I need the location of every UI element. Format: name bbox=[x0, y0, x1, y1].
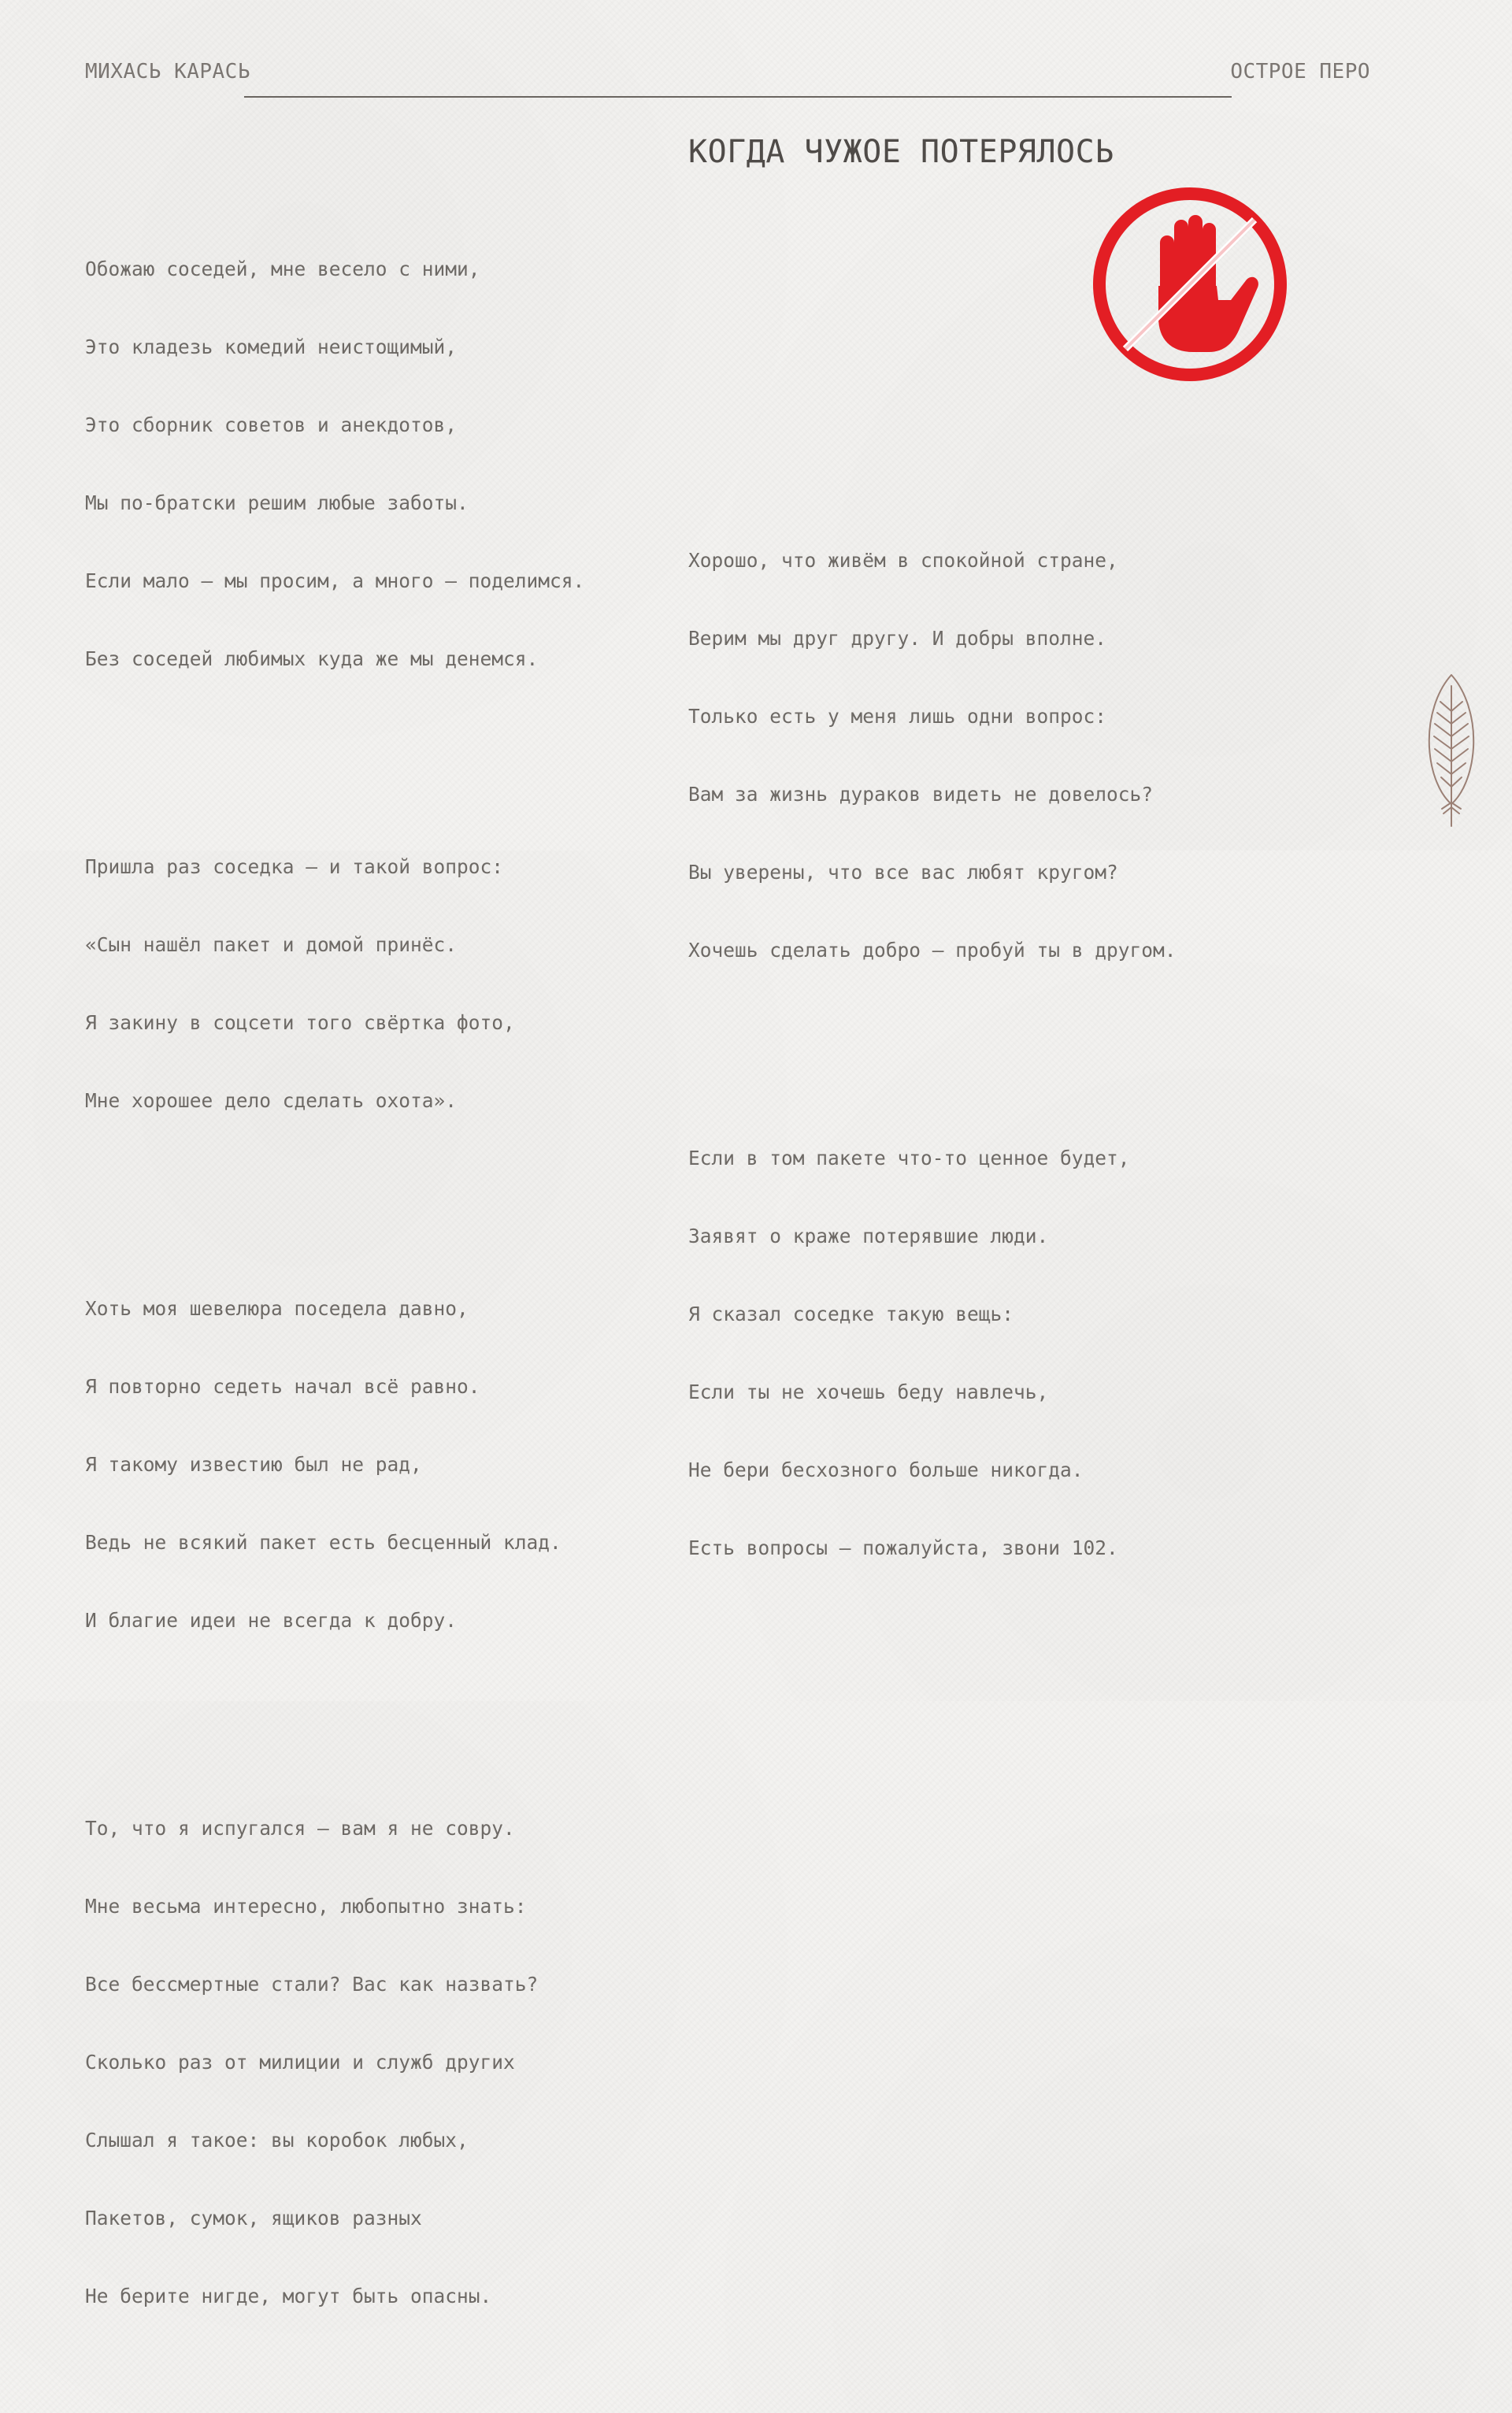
poem-line: Мне весьма интересно, любопытно знать: bbox=[85, 1895, 527, 1918]
stop-hand-prohibited-icon bbox=[1091, 185, 1289, 384]
poem-line: Я сказал соседке такую вещь: bbox=[688, 1303, 1014, 1325]
poem-line: Слышал я такое: вы коробок любых, bbox=[85, 2129, 469, 2152]
stanza bbox=[85, 204, 584, 724]
poem-line: Ведь не всякий пакет есть бесценный клад. bbox=[85, 1531, 561, 1554]
poem-line: Верим мы друг другу. И добры вполне. bbox=[688, 627, 1107, 650]
header-divider bbox=[244, 96, 1232, 98]
poem-line: Есть вопросы – пожалуйста, звони 102. bbox=[688, 1536, 1118, 1559]
poem-line: Это кладезь комедий неистощимый, bbox=[85, 335, 458, 358]
poem-line: Не берите нигде, могут быть опасны. bbox=[85, 2285, 492, 2307]
poem-line: Если ты не хочешь беду навлечь, bbox=[688, 1381, 1049, 1403]
poem-line: Мы по-братски решим любые заботы. bbox=[85, 491, 469, 514]
poem-line: Пакетов, сумок, ящиков разных bbox=[85, 2207, 422, 2230]
poem-line: Заявят о краже потерявшие люди. bbox=[688, 1225, 1049, 1247]
poem-line: Сколько раз от милиции и служб других bbox=[85, 2051, 515, 2074]
poem-line: Я закину в соцсети того свёртка фото, bbox=[85, 1011, 515, 1034]
poem-line: Не бери бесхозного больше никогда. bbox=[688, 1459, 1084, 1481]
poem-line: Без соседей любимых куда же мы денемся. bbox=[85, 647, 539, 670]
poem-line: Обожаю соседей, мне весело с ними, bbox=[85, 258, 480, 280]
poem-line: Пришла раз соседка – и такой вопрос: bbox=[85, 855, 504, 878]
poem-line: Мне хорошее дело сделать охота». bbox=[85, 1089, 458, 1112]
stanza bbox=[85, 1244, 584, 1685]
poem-line: Если мало – мы просим, а много – поделимся. bbox=[85, 569, 585, 592]
poem-line: То, что я испугался – вам я не совру. bbox=[85, 1817, 515, 1840]
rubric-name: ОСТРОЕ ПЕРО bbox=[1230, 60, 1370, 83]
poem-left-column bbox=[85, 152, 584, 2413]
poem-line: Хорошо, что живём в спокойной стране, bbox=[688, 549, 1118, 572]
poem-line: Это сборник советов и анекдотов, bbox=[85, 413, 458, 436]
poem-right-column bbox=[688, 443, 1177, 1665]
stanza bbox=[688, 1093, 1177, 1613]
poem-line: «Сын нашёл пакет и домой принёс. bbox=[85, 933, 458, 956]
poem-line: Я такому известию был не рад, bbox=[85, 1453, 422, 1476]
poem-line: Вам за жизнь дураков видеть не довелось? bbox=[688, 783, 1154, 806]
stanza bbox=[85, 802, 584, 1166]
poem-line: Хоть моя шевелюра поседела давно, bbox=[85, 1297, 469, 1320]
poem-title: КОГДА ЧУЖОЕ ПОТЕРЯЛОСЬ bbox=[688, 134, 1114, 170]
poem-line: Только есть у меня лишь одни вопрос: bbox=[688, 705, 1107, 728]
poem-line: Если в том пакете что-то ценное будет, bbox=[688, 1147, 1130, 1169]
stanza bbox=[688, 495, 1177, 1015]
poem-line: Хочешь сделать добро – пробуй ты в другом. bbox=[688, 939, 1177, 962]
stanza bbox=[85, 1763, 584, 2361]
author-name: МИХАСЬ КАРАСЬ bbox=[85, 60, 250, 83]
poem-line: Все бессмертные стали? Вас как назвать? bbox=[85, 1973, 539, 1996]
feather-icon bbox=[1421, 672, 1481, 829]
poem-line: Вы уверены, что все вас любят кругом? bbox=[688, 861, 1118, 884]
poem-line: Я повторно седеть начал всё равно. bbox=[85, 1375, 480, 1398]
poem-line: И благие идеи не всегда к добру. bbox=[85, 1609, 458, 1632]
